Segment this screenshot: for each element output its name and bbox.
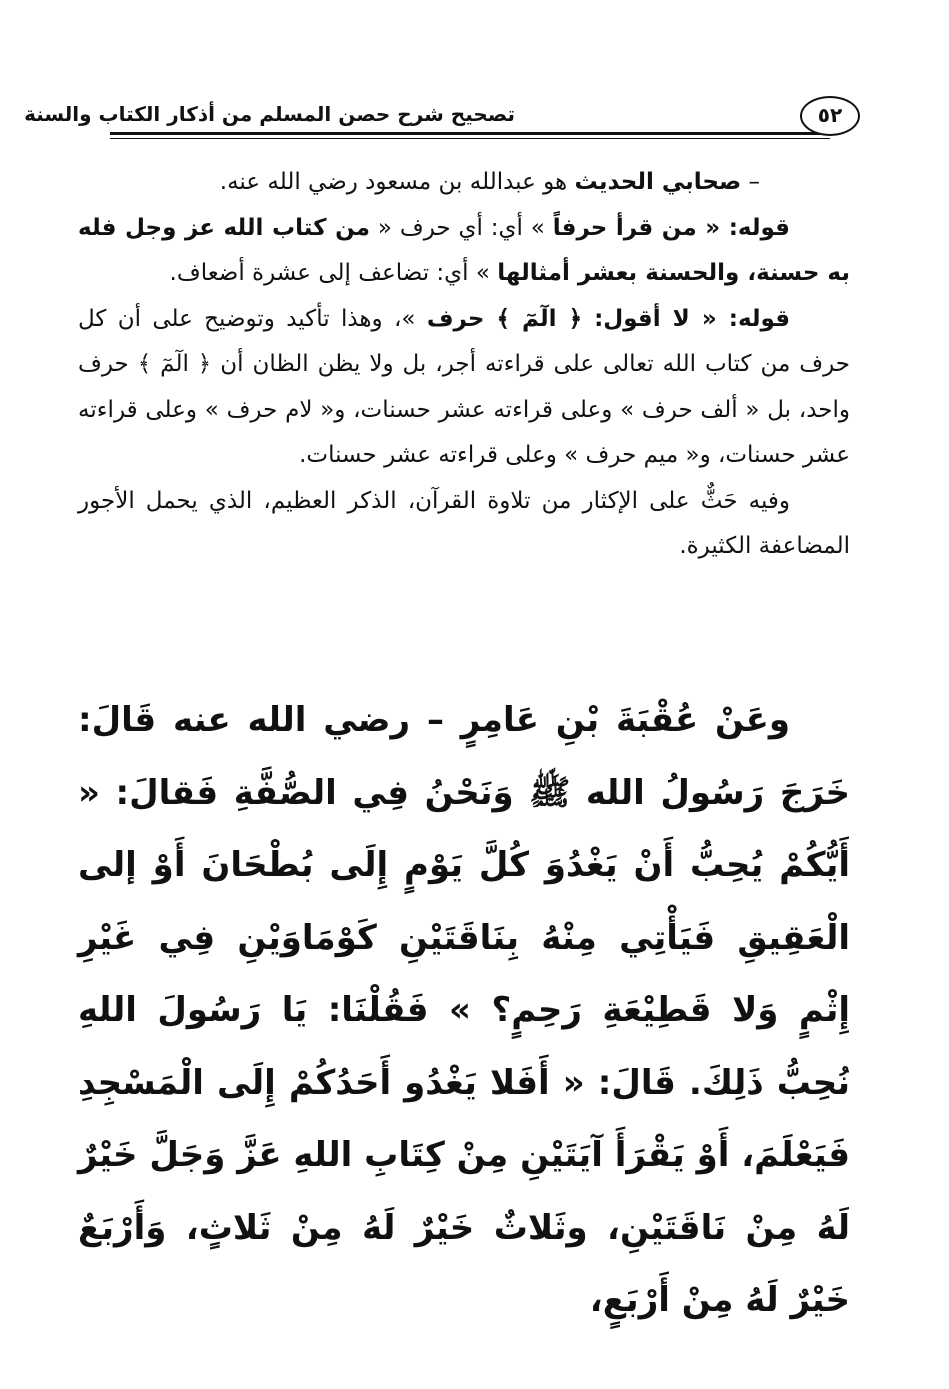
commentary-paragraph-companion bbox=[78, 160, 850, 206]
letters-explanation: »، وهذا تأكيد وتوضيح على أن كل حرف من كتاب الله تعالى على قراءته أجر، بل ولا يظن الظان أن ﴿ الٓمٓ ﴾ حرف واحد، بل « ألف حرف » وعلى قراءته عشر حسنات، و« لام حرف » وعلى قراءته عشر حسنات، و« ميم حرف » وعلى قراءته عشر حسنات. bbox=[78, 305, 850, 468]
quote-intro: قوله: « bbox=[696, 214, 790, 241]
quote-phrase-1: من قرأ حرفاً bbox=[552, 214, 697, 241]
commentary-section bbox=[78, 160, 850, 570]
header-rule-thick bbox=[110, 132, 830, 135]
commentary-paragraph-reading bbox=[78, 206, 850, 297]
companion-text: هو عبدالله بن مسعود رضي الله عنه. bbox=[219, 169, 575, 195]
quote-explanation-2: » أي: تضاعف إلى عشرة أضعاف. bbox=[169, 260, 498, 286]
running-header-title: تصحيح شرح حصن المسلم من أذكار الكتاب والسنة bbox=[24, 102, 515, 126]
quote-explanation-1: » أي: أي حرف « bbox=[370, 214, 553, 241]
page-number-badge: ٥٢ bbox=[800, 96, 860, 136]
quote-phrase-2: من كتاب الله عز وجل فله به حسنة، والحسنة بعشر أمثالها bbox=[78, 214, 850, 286]
header-rule-thin bbox=[110, 138, 830, 139]
quote-phrase-alif-lam-mim: لا أقول: ﴿ الٓمٓ ﴾ حرف bbox=[426, 305, 690, 332]
companion-label: صحابي الحديث bbox=[574, 169, 742, 195]
encouragement-text: وفيه حَثٌّ على الإكثار من تلاوة القرآن، الذكر العظيم، الذي يحمل الأجور المضاعفة الكثيرة. bbox=[78, 487, 850, 559]
dash-mark: – bbox=[741, 169, 760, 195]
commentary-paragraph-letters bbox=[78, 297, 850, 479]
commentary-paragraph-encouragement bbox=[78, 479, 850, 570]
hadith-section bbox=[78, 684, 850, 1337]
page-header bbox=[24, 92, 860, 152]
hadith-text: وعَنْ عُقْبَةَ بْنِ عَامِرٍ – رضي الله عنه قَالَ: خَرَجَ رَسُولُ الله ﷺ وَنَحْنُ فِي الصُّفَّةِ فَقالَ: « أَيُّكُمْ يُحِبُّ أَنْ يَغْدُوَ كُلَّ يَوْمٍ إِلَى بُطْحَانَ أَوْ إلى الْعَقِيقِ فَيَأْتِي مِنْهُ بِنَاقَتَيْنِ كَوْمَاوَيْنِ فِي غَيْرِ إِثْمٍ وَلا قَطِيْعَةِ رَحِمٍ؟ » فَقُلْنَا: يَا رَسُولَ اللهِ نُحِبُّ ذَلِكَ. قَالَ: « أَفَلا يَغْدُو أَحَدُكُمْ إِلَى الْمَسْجِدِ فَيَعْلَمَ، أَوْ يَقْرَأَ آيَتَيْنِ مِنْ كِتَابِ اللهِ عَزَّ وَجَلَّ خَيْرٌ لَهُ مِنْ نَاقَتَيْنِ، وثَلاثٌ خَيْرٌ لَهُ مِنْ ثَلاثٍ، وَأَرْبَعٌ خَيْرٌ لَهُ مِنْ أَرْبَعٍ، bbox=[78, 700, 850, 1320]
quote-intro: قوله: « bbox=[689, 305, 791, 332]
